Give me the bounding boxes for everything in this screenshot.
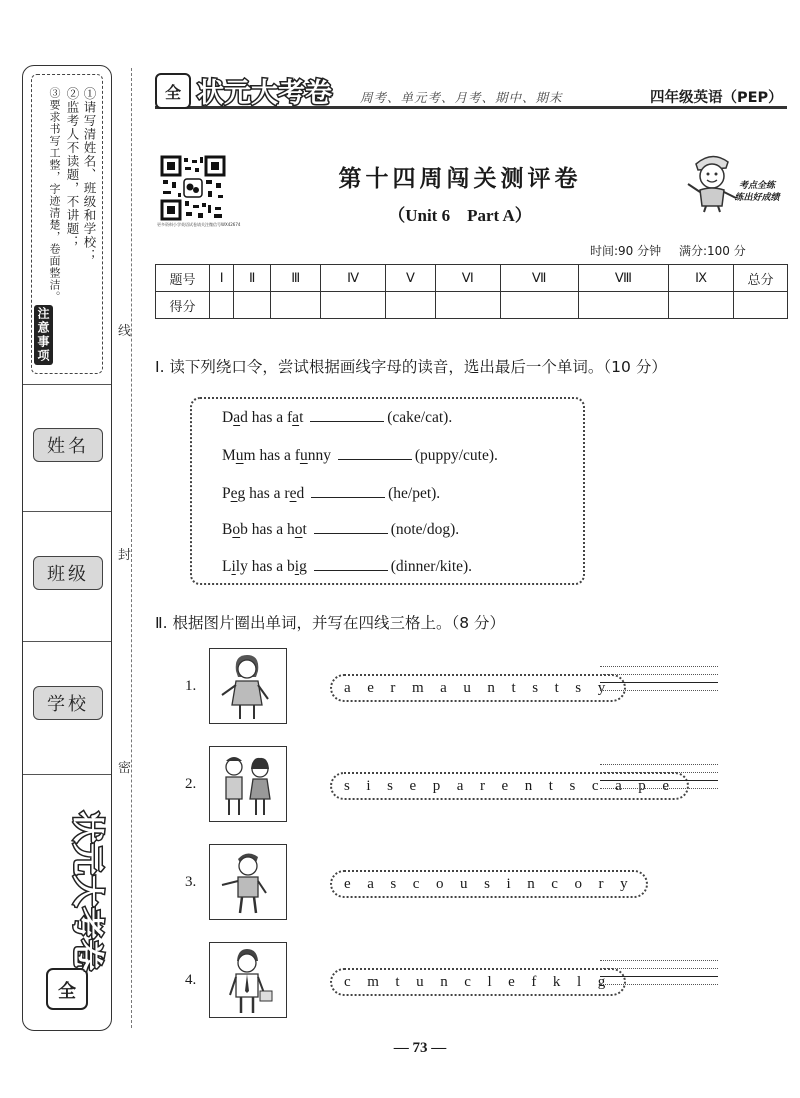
text: nny [307,447,331,464]
score-table-col: Ⅰ [210,265,234,292]
tongue-twister-box [190,397,585,585]
picture-parents [209,746,287,822]
four-line-writing-area[interactable] [600,666,718,690]
underlined-letter: a [292,409,300,426]
underlined-letter: u [235,447,244,464]
svg-text:全: 全 [164,83,182,102]
four-line-writing-area[interactable] [600,764,718,788]
underlined-letter: u [299,447,308,464]
text: g [299,558,307,575]
mascot-caption [722,180,792,204]
answer-blank[interactable] [311,483,385,498]
svg-text:全: 全 [58,981,76,1002]
notice-item-1: ①请写清姓名、班级和学校； [82,87,97,263]
text: m has a f [243,447,300,464]
item-number: 1. [185,678,197,694]
twister-line [222,483,440,503]
score-cell[interactable] [321,292,386,319]
text: d [296,485,305,502]
score-table-col: Ⅱ [234,265,271,292]
picture-uncle [209,942,287,1018]
page-title: 第十四周闯关测评卷 [338,166,582,192]
page-subtitle: （Unit 6 Part A） [388,206,532,225]
score-table-col: Ⅵ [435,265,500,292]
score-cell[interactable] [435,292,500,319]
cut-line [131,68,132,1028]
picture-cousin [209,844,287,920]
text: ly has a b [235,558,295,575]
score-table-score-label: 得分 [156,292,210,319]
score-table-total-label: 总分 [734,265,788,292]
word-options: (cake/cat). [387,409,453,426]
twister-line [222,556,472,576]
cut-char-seal: 封 [118,548,132,563]
qr-caption: 更多资料小学英语试卷请关注微信号WX42674 [157,222,241,227]
answer-blank[interactable] [310,407,384,422]
twister-line [222,407,452,427]
text: b has a h [240,521,295,538]
letter-string[interactable]: a e r m a u n t s t s y [330,674,626,702]
score-table-score-row [156,292,788,319]
item-number: 3. [185,874,197,890]
score-table-col: Ⅸ [669,265,734,292]
notice-box [31,74,103,374]
strip-brand-logo [33,801,107,1016]
word-options: (dinner/kite). [390,558,473,575]
name-label: 姓名 [33,428,103,462]
word-options: (note/dog). [390,521,460,538]
twister-line [222,445,498,465]
notice-item-3: ③要求书写工整，字迹清楚，卷面整洁。 [48,87,61,303]
text: t [299,409,304,426]
exam-meta [590,242,746,259]
notice-item-2: ②监考人不读题，不讲题； [65,87,80,249]
score-table-col: Ⅶ [500,265,578,292]
text: P [222,485,231,502]
header-tagline: 周考、单元考、月考、期中、期末 [360,90,563,105]
exam-time: 时间:90 分钟 [590,244,662,258]
mascot-caption-line-2: 练出好成绩 [734,193,780,203]
score-table-col: Ⅷ [578,265,669,292]
text: t [302,521,307,538]
page-number: — 73 — [393,1040,447,1056]
word-options: (he/pet). [388,485,441,502]
strip-divider [23,641,111,642]
binding-strip [22,65,112,1031]
score-cell[interactable] [271,292,321,319]
text: L [222,558,232,575]
strip-brand-text: 状元大考卷 [69,811,107,972]
letter-string[interactable]: s i s e p a r e n t s c a p e [330,772,689,800]
underlined-letter: e [230,485,238,502]
answer-blank[interactable] [314,519,388,534]
letter-string[interactable]: e a s c o u s i n c o r y [330,870,648,898]
underlined-letter: i [294,558,300,575]
brand-title: 状元大考卷 [197,78,332,109]
brand-logo [155,72,355,110]
text: g has a r [237,485,290,502]
twister-line [222,519,459,539]
underlined-letter: o [232,521,241,538]
score-cell[interactable] [578,292,669,319]
score-table-col: Ⅳ [321,265,386,292]
score-table-col: Ⅴ [386,265,436,292]
notice-tag: 注意事项 [34,305,53,365]
answer-blank[interactable] [338,445,412,460]
text: D [222,409,234,426]
underlined-letter: i [231,558,236,575]
score-cell[interactable] [234,292,271,319]
item-number: 4. [185,972,197,988]
score-table-header-row [156,265,788,292]
section-2-title: Ⅱ. 根据图片圈出单词，并写在四线三格上。（8 分） [155,614,506,632]
cut-char-line: 线 [118,324,132,339]
class-label: 班级 [33,556,103,590]
score-table-col: Ⅲ [271,265,321,292]
score-table [155,264,788,319]
strip-divider [23,511,111,512]
strip-divider [23,384,111,385]
four-line-writing-area[interactable] [600,960,718,984]
header-grade: 四年级英语（PEP） [650,90,783,106]
letter-string[interactable]: c m t u n c l e f k l g [330,968,626,996]
strip-divider [23,774,111,775]
underlined-letter: a [233,409,241,426]
score-cell[interactable] [386,292,436,319]
score-cell[interactable] [500,292,578,319]
cut-char-secret: 密 [118,761,132,776]
score-cell[interactable] [210,292,234,319]
exam-full-score: 满分:100 分 [678,244,746,258]
word-options: (puppy/cute). [414,447,498,464]
text: B [222,521,233,538]
text: d has a f [240,409,293,426]
item-number: 2. [185,776,197,792]
score-cell[interactable] [669,292,734,319]
underlined-letter: e [289,485,297,502]
text: M [222,447,236,464]
score-table-header-label: 题号 [156,265,210,292]
qr-code [160,155,226,221]
section-1-title: Ⅰ. 读下列绕口令，尝试根据画线字母的读音，选出最后一个单词。（10 分） [155,358,667,376]
school-label: 学校 [33,686,103,720]
picture-aunt [209,648,287,724]
total-score-cell[interactable] [734,292,788,319]
mascot-caption-line-1: 考点全练 [738,181,775,191]
underlined-letter: o [294,521,303,538]
answer-blank[interactable] [314,556,388,571]
